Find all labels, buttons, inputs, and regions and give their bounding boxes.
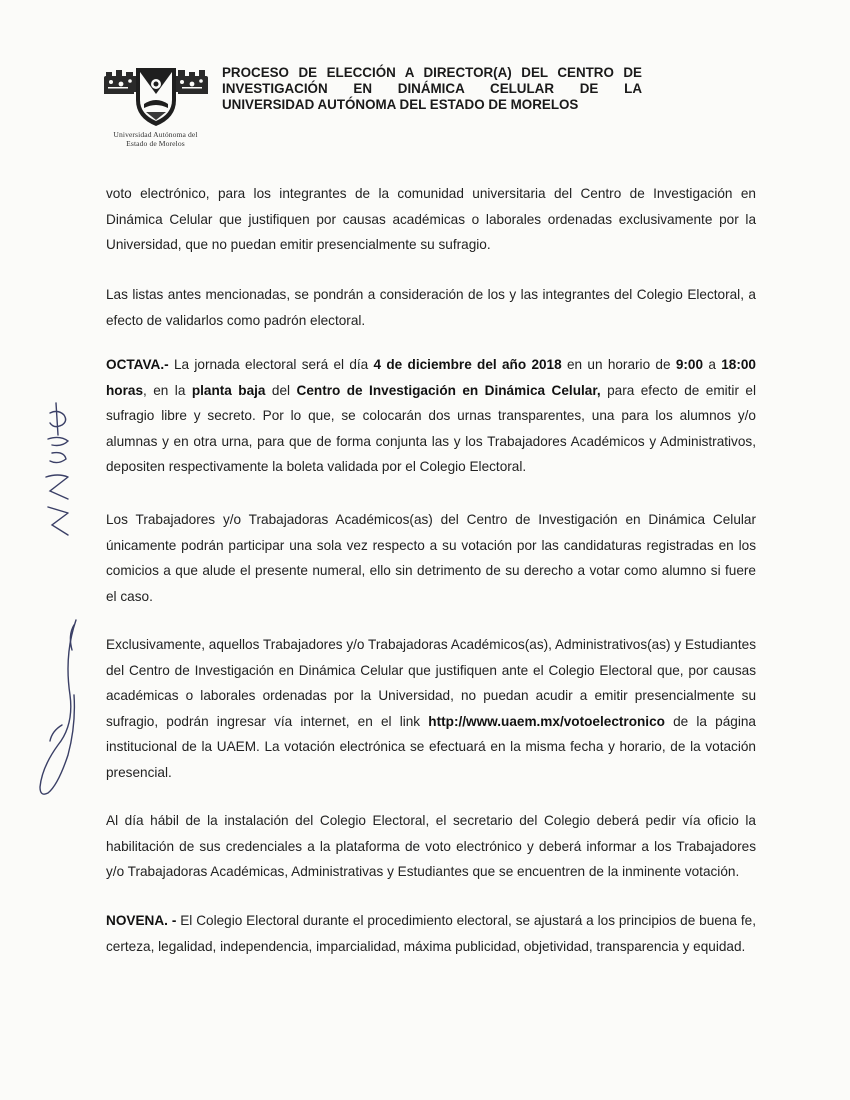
text-run: en un horario de (561, 357, 676, 372)
voting-link[interactable]: http://www.uaem.mx/votoelectronico (428, 713, 665, 729)
text-run: de la página institucional de la UAEM. La votación electrónica se efectuará en la misma fecha y horario, de la votación presencial. (106, 713, 756, 780)
paragraph-dia-habil: Al día hábil de la instalación del Colegio Electoral, el secretario del Colegio deberá pedir vía oficio la habilitación de sus credenciales a la plataforma de voto electrónico y deberá informar a los Trabajadores y/o Trabajadoras Académicas, Administrativas y Estudiantes que se encuentren de la inminente votación. (106, 813, 756, 879)
text-run: Exclusivamente, aquellos Trabajadores y/o Trabajadoras Académicos(as), Administrativos(as) y Estudiantes del Centro de Investigación en Dinámica Celular que justifiquen ante el Colegio Electoral que, por causas académicas o laborales ordenadas por la Universidad, no puedan acudir a emitir presencialmente su sufragio, podrán ingresar vía internet, en el link (106, 637, 756, 729)
logo-caption-line-1: Universidad Autónoma del (113, 130, 198, 139)
election-date: 4 de diciembre del año 2018 (373, 357, 562, 372)
paragraph-voto-electronico: voto electrónico, para los integrantes de la comunidad universitaria del Centro de Investigación en Dinámica Celular que justifiquen por causas académicas o laborales ordenadas exclusivamente por la Universidad, que no puedan emitir presencialmente su sufragio. (106, 186, 756, 252)
paragraph-novena (106, 908, 756, 959)
paragraph-listas: Las listas antes mencionadas, se pondrán a consideración de los y las integrantes del Colegio Electoral, a efecto de validarlos como padrón electoral. (106, 287, 756, 328)
university-crest-icon (102, 60, 210, 128)
time-end: 18:00 horas (106, 357, 756, 398)
text-run: para efecto de emitir el sufragio libre y secreto. Por lo que, se colocarán dos urnas transparentes, una para los alumnos y/o alumnas y en otra urna, para que de forma conjunta las y los Trabajadores Académicos y Administrativos, depositen respectivamente la boleta validada por el Colegio Electoral. (106, 382, 756, 474)
title-line-3: UNIVERSIDAD AUTÓNOMA DEL ESTADO DE MORELOS (222, 97, 579, 112)
paragraph-octava (106, 352, 756, 480)
text-run: El Colegio Electoral durante el procedimiento electoral, se ajustará a los principios de buena fe, certeza, legalidad, independencia, imparcialidad, máxima publicidad, objetividad, transparencia y equidad. (106, 913, 756, 954)
center-name: Centro de Investigación en Dinámica Celular, (296, 382, 601, 398)
paragraph-trabajadores: Los Trabajadores y/o Trabajadoras Académicos(as) del Centro de Investigación en Dinámica Celular únicamente podrán participar una sola vez respecto a su votación por las candidaturas registradas en los comicios a que alude el presente numeral, ello sin detrimento de su derecho a votar como alumno si fuere el caso. (106, 512, 756, 604)
title-line-1: PROCESO DE ELECCIÓN A DIRECTOR(A) DEL CENTRO DE (222, 65, 642, 80)
text-run: La jornada electoral será el día (168, 357, 374, 372)
margin-signatures (28, 395, 88, 815)
time-start: 9:00 (675, 357, 704, 372)
text-run: del (265, 382, 297, 398)
voting-place: planta baja (191, 382, 266, 398)
paragraph-exclusivamente (106, 632, 756, 785)
text-run: a (703, 357, 722, 372)
text-run: , en la (143, 382, 192, 398)
clause-label-octava: OCTAVA.- (106, 357, 169, 372)
clause-label-novena: NOVENA. - (106, 913, 177, 928)
university-logo-block (98, 60, 213, 148)
title-line-2: INVESTIGACIÓN EN DINÁMICA CELULAR DE LA (222, 81, 642, 96)
document-title (222, 65, 642, 113)
logo-caption-line-2: Estado de Morelos (126, 139, 185, 148)
